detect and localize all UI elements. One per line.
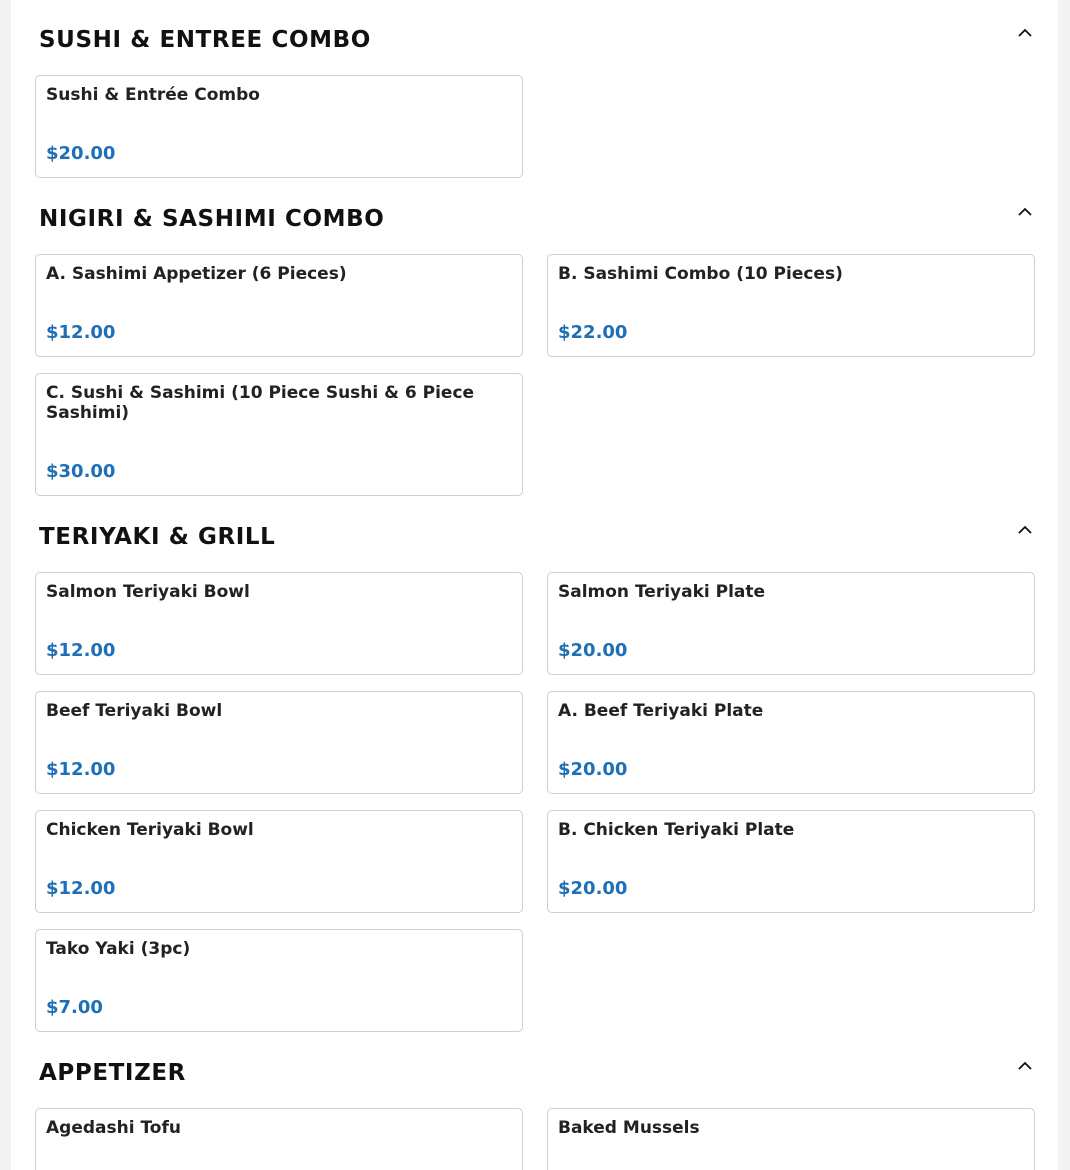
menu-item-card[interactable] [35,929,523,1032]
collapse-section-button[interactable] [1014,1055,1036,1077]
item-name: Salmon Teriyaki Plate [558,582,766,602]
collapse-section-button[interactable] [1014,201,1036,223]
item-price: $12.00 [46,322,116,343]
menu-item-card[interactable] [35,810,523,913]
item-price: $12.00 [46,640,116,661]
item-name: A. Sashimi Appetizer (6 Pieces) [46,264,347,284]
item-name: C. Sushi & Sashimi (10 Piece Sushi & 6 Piece Sashimi) [46,383,475,423]
menu-item-card[interactable] [35,373,523,496]
item-name: Agedashi Tofu [46,1118,181,1138]
item-price: $20.00 [46,143,116,164]
item-name: Sushi & Entrée Combo [46,85,260,105]
item-name: Beef Teriyaki Bowl [46,701,223,721]
item-name: B. Sashimi Combo (10 Pieces) [558,264,843,284]
chevron-up-icon [1017,522,1033,538]
menu-item-card[interactable] [35,572,523,675]
section-title: TERIYAKI & GRILL [39,524,276,550]
menu-item-card[interactable] [35,1108,523,1170]
menu-item-card[interactable] [35,75,523,178]
section-title: SUSHI & ENTREE COMBO [39,27,371,53]
item-price: $30.00 [46,461,116,482]
item-price: $20.00 [558,878,628,899]
item-name: Chicken Teriyaki Bowl [46,820,254,840]
chevron-up-icon [1017,25,1033,41]
menu-item-card[interactable] [547,254,1035,357]
item-name: B. Chicken Teriyaki Plate [558,820,795,840]
menu-item-card[interactable] [35,254,523,357]
item-name: Baked Mussels [558,1118,700,1138]
item-price: $20.00 [558,640,628,661]
menu-item-card[interactable] [547,810,1035,913]
chevron-up-icon [1017,1058,1033,1074]
section-title: APPETIZER [39,1060,186,1086]
menu-item-card[interactable] [547,1108,1035,1170]
item-name: Salmon Teriyaki Bowl [46,582,250,602]
item-price: $20.00 [558,759,628,780]
menu-item-card[interactable] [547,572,1035,675]
menu-item-card[interactable] [35,691,523,794]
item-price: $12.00 [46,759,116,780]
item-price: $22.00 [558,322,628,343]
collapse-section-button[interactable] [1014,519,1036,541]
item-name: A. Beef Teriyaki Plate [558,701,764,721]
chevron-up-icon [1017,204,1033,220]
menu-item-card[interactable] [547,691,1035,794]
menu-page [11,0,1058,1170]
section-title: NIGIRI & SASHIMI COMBO [39,206,385,232]
item-price: $7.00 [46,997,103,1018]
collapse-section-button[interactable] [1014,22,1036,44]
item-name: Tako Yaki (3pc) [46,939,191,959]
item-price: $12.00 [46,878,116,899]
